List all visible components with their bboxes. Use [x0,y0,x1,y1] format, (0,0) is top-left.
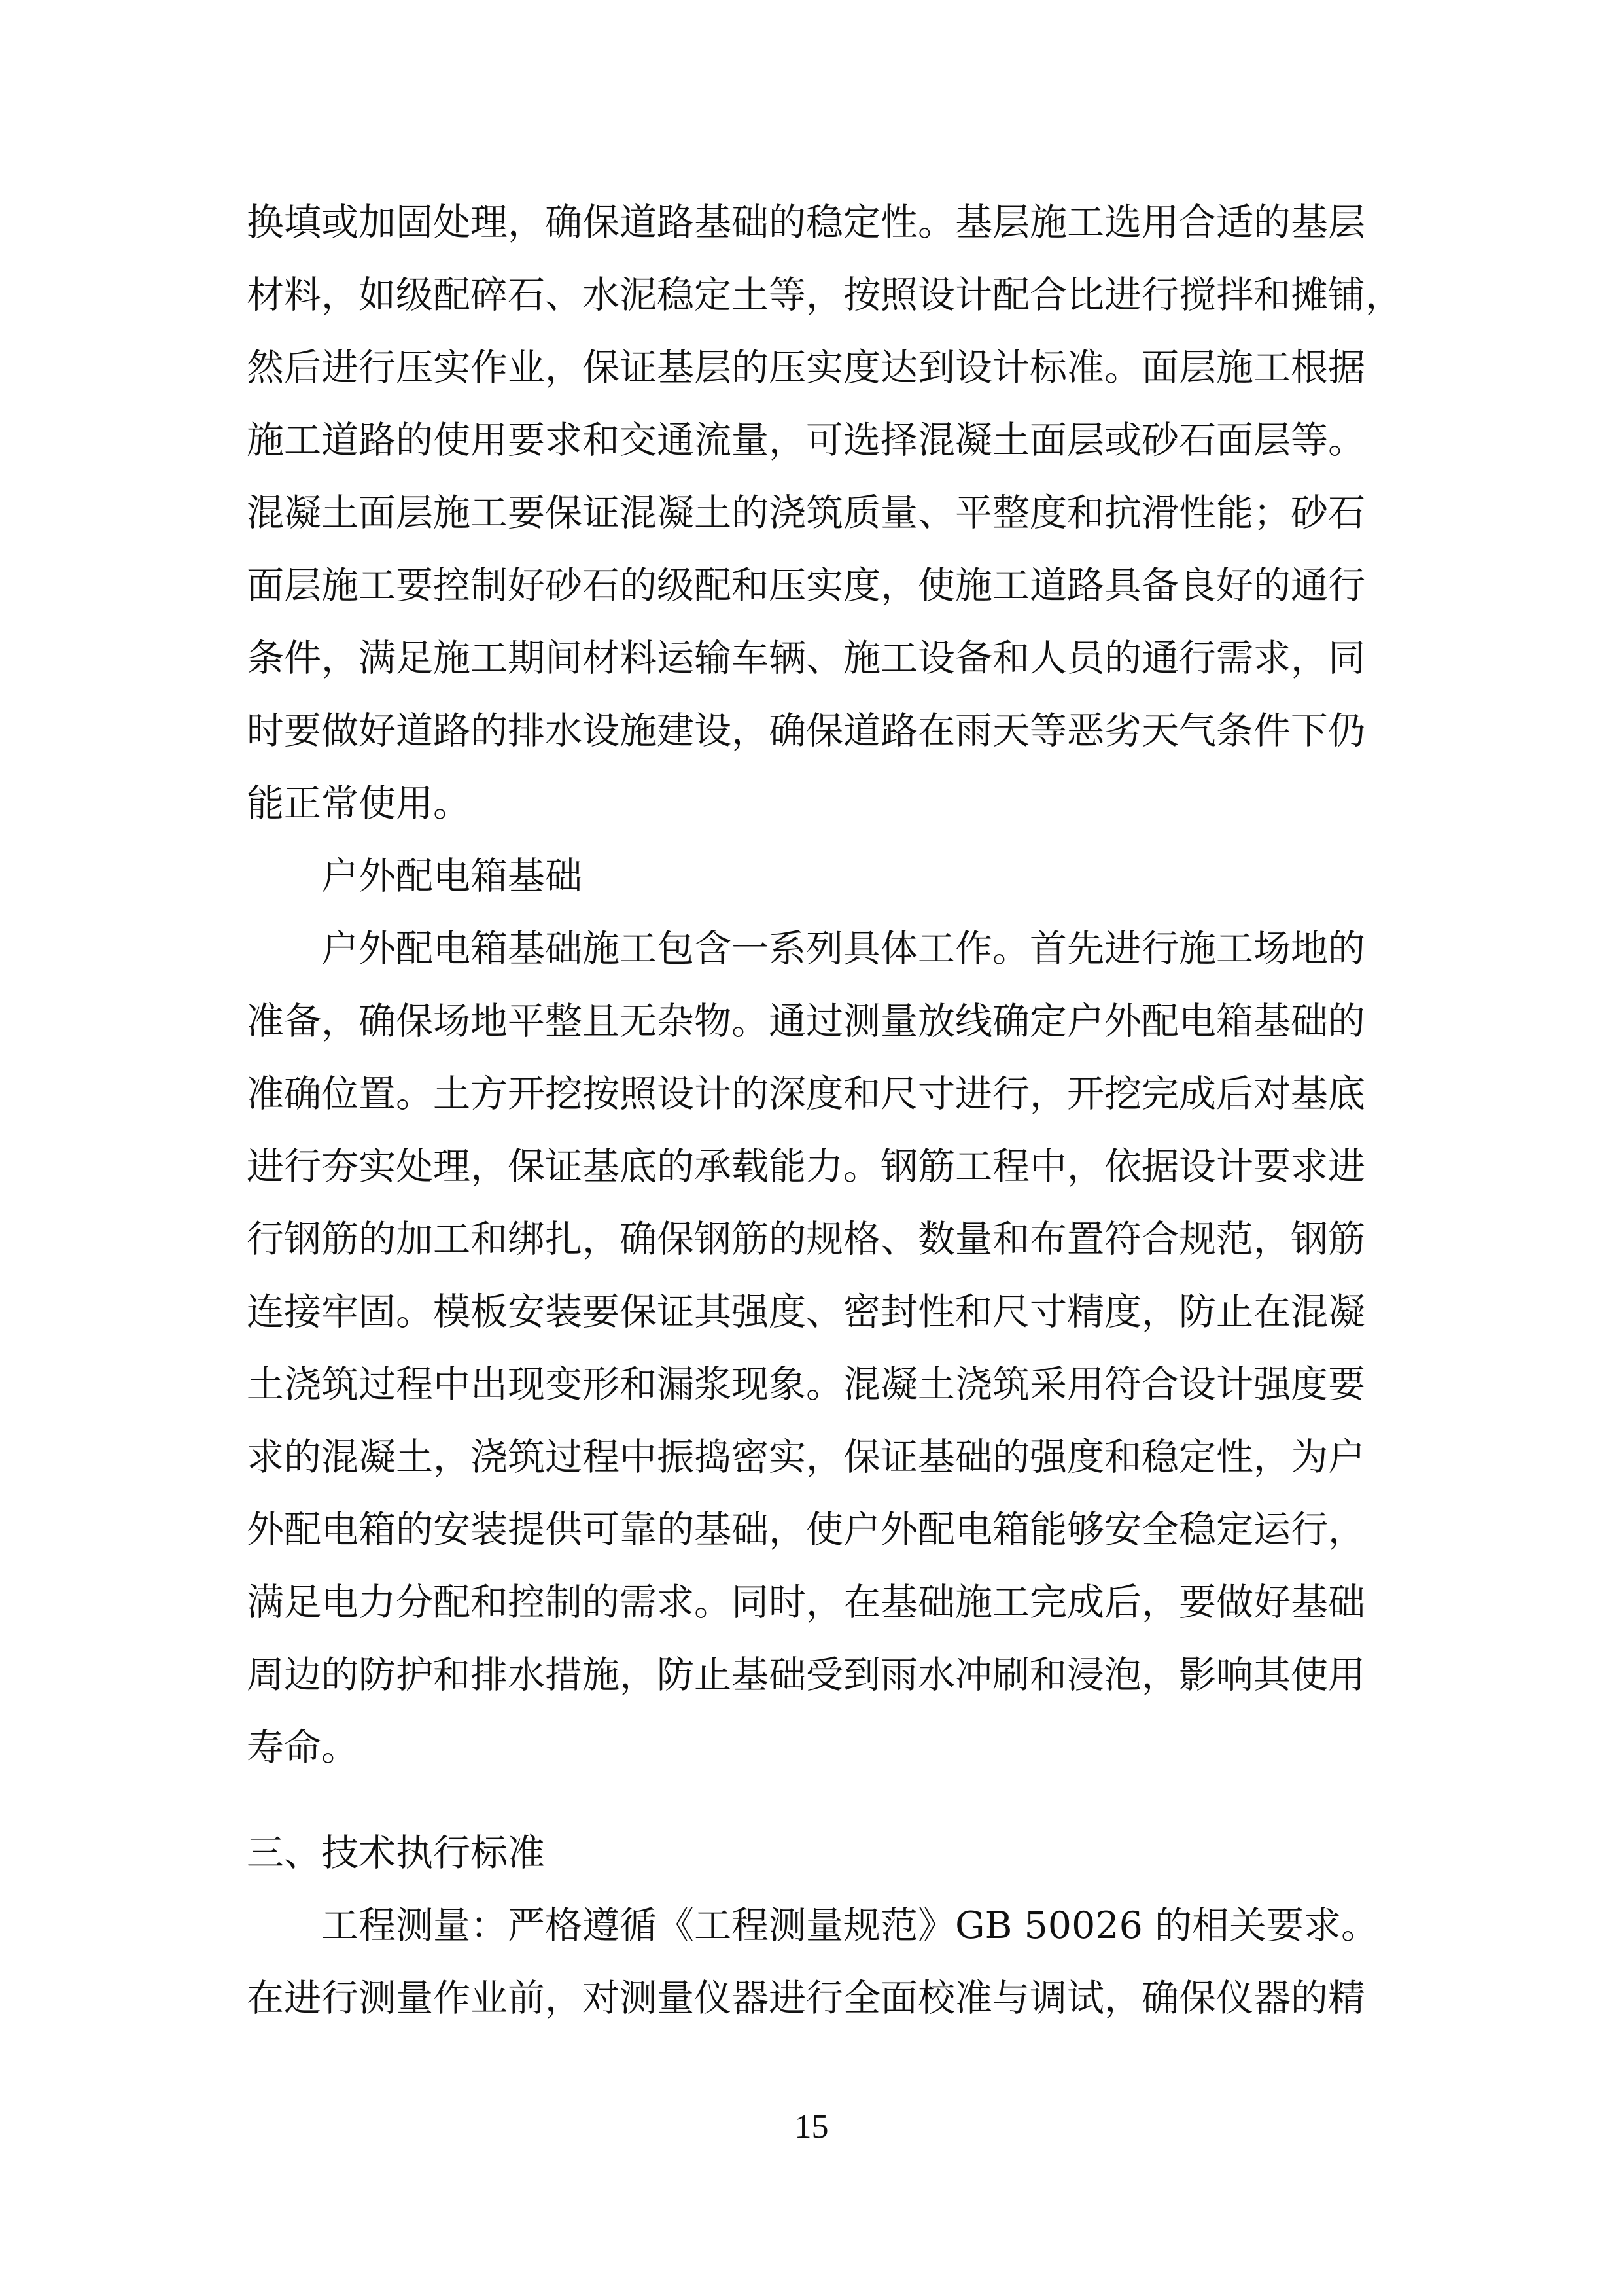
text-line: 混凝土面层施工要保证混凝土的浇筑质量、平整度和抗滑性能；砂石 [247,491,1365,535]
text-line: 材料，如级配碎石、水泥稳定土等，按照设计配合比进行搅拌和摊铺， [247,274,1403,317]
text-line: 能正常使用。 [247,782,470,825]
section-heading: 三、技术执行标准 [247,1831,545,1875]
text-line: 进行夯实处理，保证基底的承载能力。钢筋工程中，依据设计要求进 [247,1145,1365,1188]
text-line: 工程测量：严格遵循《工程测量规范》GB 50026 的相关要求。 [321,1904,1378,1947]
text-line: 施工道路的使用要求和交通流量，可选择混凝土面层或砂石面层等。 [247,419,1365,462]
text-line: 寿命。 [247,1726,358,1769]
page-number: 15 [794,2108,829,2146]
text-line: 周边的防护和排水措施，防止基础受到雨水冲刷和浸泡，影响其使用 [247,1653,1365,1697]
text-line: 准备，确保场地平整且无杂物。通过测量放线确定户外配电箱基础的 [247,1000,1365,1043]
text-line: 面层施工要控制好砂石的级配和压实度，使施工道路具备良好的通行 [247,564,1365,607]
text-line: 准确位置。土方开挖按照设计的深度和尺寸进行，开挖完成后对基底 [247,1072,1365,1116]
text-line: 时要做好道路的排水设施建设，确保道路在雨天等恶劣天气条件下仍 [247,709,1365,752]
text-line: 换填或加固处理，确保道路基础的稳定性。基层施工选用合适的基层 [247,201,1365,244]
text-line: 满足电力分配和控制的需求。同时，在基础施工完成后，要做好基础 [247,1581,1365,1624]
subheading: 户外配电箱基础 [321,855,582,898]
text-line: 户外配电箱基础施工包含一系列具体工作。首先进行施工场地的 [321,927,1365,970]
text-line: 然后进行压实作业，保证基层的压实度达到设计标准。面层施工根据 [247,346,1365,389]
text-line: 条件，满足施工期间材料运输车辆、施工设备和人员的通行需求，同 [247,637,1365,680]
text-line: 在进行测量作业前，对测量仪器进行全面校准与调试，确保仪器的精 [247,1977,1365,2020]
text-line: 外配电箱的安装提供可靠的基础，使户外配电箱能够安全稳定运行， [247,1508,1365,1551]
text-line: 土浇筑过程中出现变形和漏浆现象。混凝土浇筑采用符合设计强度要 [247,1363,1365,1406]
text-line: 行钢筋的加工和绑扎，确保钢筋的规格、数量和布置符合规范，钢筋 [247,1218,1365,1261]
text-line: 求的混凝土，浇筑过程中振捣密实，保证基础的强度和稳定性，为户 [247,1436,1365,1479]
text-line: 连接牢固。模板安装要保证其强度、密封性和尺寸精度，防止在混凝 [247,1290,1365,1333]
